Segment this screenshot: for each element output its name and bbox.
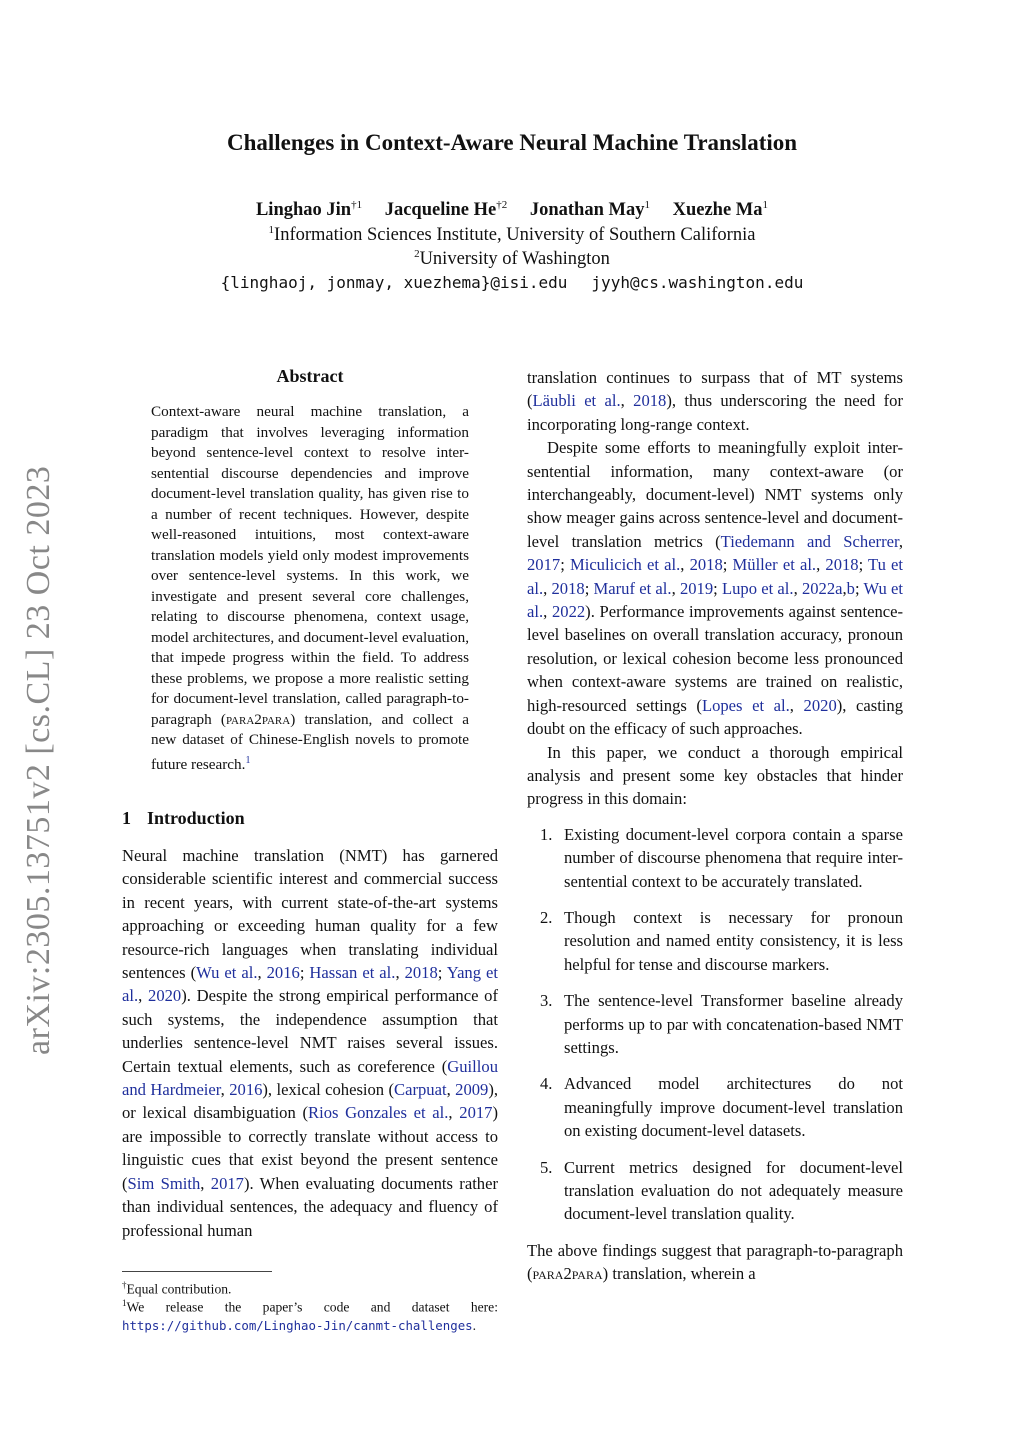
- body-text: ,: [446, 1080, 456, 1100]
- list-item: 2. Though context is necessary for pronoun resolution and named entity consistency, it is less helpful for tense and discourse markers.: [540, 907, 903, 974]
- author-list: [0, 199, 1024, 221]
- footnote-divider: [122, 1271, 272, 1272]
- paragraph-findings: The above findings suggest that paragraph-to-paragraph (para2para) translation, wherein a: [527, 1240, 903, 1284]
- citation-link[interactable]: 2016: [266, 963, 300, 983]
- body-text: Neural machine translation (NMT) has garnered considerable scientific interest and commercial success in recent years, with current state-of-the-art systems approaching or exceeding human quality for a few resource-rich languages when translating individual sentences (: [122, 846, 498, 983]
- body-text: ,: [793, 578, 802, 598]
- body-text: ,: [138, 986, 149, 1006]
- body-text: ;: [437, 963, 447, 983]
- citation-link[interactable]: 2016: [229, 1080, 263, 1100]
- body-text: ;: [858, 555, 869, 575]
- body-text: ;: [560, 555, 570, 575]
- abstract-body: Context-aware neural machine translation, a paradigm that involves leveraging information beyond sentence-level context to resolve inter-sentential discourse dependencies and improve document-level translation quality, has given rise to a number of recent techniques. However, despite well-reasoned intuitions, most context-aware translation models yield only modest improvements over sentence-level systems. In this work, we investigate and present several core challenges, relating to discourse phenomena, context usage, model architectures, and document-level evaluation, that impede progress within the field. To address these problems, we propose a more realistic setting for document-level translation, called paragraph-to-paragraph (para2para) translation, and collect a new dataset of Chinese-English novels to promote future research.$^1$: [151, 403, 470, 773]
- citation-link[interactable]: Lopes et al.: [701, 695, 790, 715]
- citation-link[interactable]: Wu et al.: [527, 578, 903, 622]
- author-2: Jacqueline He$^{\dagger 2}$: [384, 199, 508, 221]
- body-text: ). When evaluating documents rather than individual sentences, the adequacy and fluency of professional human: [122, 1173, 498, 1240]
- body-text: Despite some efforts to meaningfully exploit inter-sentential information, many context-aware (or interchangeably, document-level) NMT systems only show meager gains across sentence-level and document-level translation metrics (: [527, 438, 903, 551]
- citation-link[interactable]: 2020: [148, 986, 182, 1006]
- author-4: Xuezhe Ma$^1$: [672, 199, 769, 221]
- citation-link[interactable]: 2018: [404, 963, 438, 983]
- body-text: ,: [220, 1080, 230, 1100]
- body-text: ;: [299, 963, 310, 983]
- citation-link[interactable]: 2018: [689, 555, 723, 575]
- citation-link[interactable]: 2022: [551, 602, 586, 622]
- right-column: [527, 366, 903, 1286]
- body-text: ;: [713, 578, 722, 598]
- findings-list: [527, 823, 903, 1226]
- body-text: ;: [584, 578, 594, 598]
- body-text: ,: [671, 578, 680, 598]
- body-text: ,: [395, 963, 405, 983]
- citation-link[interactable]: Tu et al.: [527, 555, 904, 598]
- footnote-ref-1[interactable]: 1: [245, 754, 251, 766]
- repository-link[interactable]: https://github.com/Linghao-Jin/canmt-challenges: [122, 1317, 473, 1333]
- paragraph-continuation: [527, 366, 903, 436]
- citation-link[interactable]: 2017: [210, 1173, 244, 1193]
- body-text: ). Performance improvements against sentence-level baselines on overall translation accuracy, pronoun resolution, or lexical cohesion become less pronounced when context-aware systems are trained on realistic, high-resourced settings (: [527, 602, 904, 715]
- body-text: ,: [898, 531, 903, 551]
- body-text: ,: [257, 963, 267, 983]
- body-text: translation continues to surpass that of MT systems (: [527, 368, 903, 411]
- citation-link[interactable]: Läubli et al.: [532, 391, 621, 411]
- citation-link[interactable]: 2017: [527, 555, 561, 575]
- body-text: ,: [680, 555, 690, 575]
- affiliation-2: $^2$University of Washington: [414, 248, 610, 270]
- section-heading-introduction: 1 Introduction: [122, 808, 245, 828]
- citation-link[interactable]: Miculicich et al.: [569, 555, 681, 575]
- list-item: 5. Current metrics designed for document-level translation evaluation do not adequately measure document-level translation quality.: [540, 1157, 903, 1224]
- body-text: ,: [789, 695, 804, 715]
- abstract-heading: Abstract: [276, 366, 344, 386]
- author-3: Jonathan May$^1$: [529, 199, 650, 221]
- citation-link[interactable]: Rios Gonzales et al.: [308, 1103, 449, 1123]
- citation-link[interactable]: 2022a: [801, 578, 843, 598]
- citation-link[interactable]: 2017: [459, 1103, 493, 1123]
- footnote-code-release: $^1$We release the paper’s code and dataset here: https://github.com/Linghao-Jin/canmt-challenges.: [122, 1298, 498, 1333]
- body-text: ,: [816, 555, 826, 575]
- body-text: ;: [854, 578, 864, 598]
- body-text: ), casting doubt on the efficacy of such approaches.: [527, 695, 904, 739]
- citation-link[interactable]: Wu et al.: [196, 963, 258, 983]
- citation-link[interactable]: 2009: [455, 1080, 489, 1100]
- affiliation-1: $^1$Information Sciences Institute, University of Southern California: [268, 224, 756, 246]
- author-emails: [0, 273, 1024, 292]
- citation-link[interactable]: Guillou and Hardmeier: [122, 1056, 498, 1100]
- body-text: ,: [543, 602, 552, 622]
- email-uw: jyyh@cs.washington.edu: [591, 273, 804, 292]
- citation-link[interactable]: Maruf et al.: [593, 578, 672, 598]
- list-item: 3. The sentence-level Transformer baseline already performs up to par with concatenation-based NMT settings.: [540, 991, 903, 1057]
- paragraph-related-work: [527, 436, 903, 740]
- body-text: ,: [200, 1173, 211, 1193]
- citation-link[interactable]: Carpuat: [394, 1080, 447, 1100]
- list-item: 1. Existing document-level corpora contain a sparse number of discourse phenomena that require inter-sentential context to be accurately translated.: [540, 824, 903, 891]
- citation-link[interactable]: Yang et al.: [122, 963, 498, 1006]
- paper-title: Challenges in Context-Aware Neural Machine Translation: [226, 130, 798, 155]
- email-isi: {linghaoj, jonmay, xuezhema}@isi.edu: [220, 273, 568, 292]
- paragraph-contributions-intro: In this paper, we conduct a thorough empirical analysis and present some key obstacles that hinder progress in this domain:: [527, 742, 903, 809]
- citation-link[interactable]: 2018: [551, 578, 585, 598]
- arxiv-identifier: arXiv:2305.13751v2 [cs.CL] 23 Oct 2023: [20, 465, 57, 1055]
- body-text: ;: [722, 555, 733, 575]
- citation-link[interactable]: Sim Smith: [127, 1173, 201, 1193]
- body-text: ,: [620, 391, 634, 411]
- list-item: 4. Advanced model architectures do not meaningfully improve document-level translation on existing document-level datasets.: [540, 1074, 903, 1141]
- footnote-equal-contribution: †Equal contribution.: [122, 1280, 232, 1297]
- citation-link[interactable]: 2018: [825, 555, 859, 575]
- body-text: ) are impossible to correctly translate without access to linguistic cues that exist beyond the present sentence (: [122, 1103, 498, 1193]
- citation-link[interactable]: 2019: [679, 578, 714, 598]
- citation-link[interactable]: Hassan et al.: [309, 963, 396, 983]
- body-text: ), thus underscoring the need for incorporating long-range context.: [527, 391, 904, 434]
- body-text: ), or lexical disambiguation (: [122, 1080, 499, 1123]
- body-text: ). Despite the strong empirical performance of such systems, the independence assumption that underlies sentence-level NMT raises several issues. Certain textual elements, such as coreference (: [122, 986, 499, 1076]
- body-text: ,: [842, 578, 847, 598]
- citation-link[interactable]: 2020: [803, 695, 837, 715]
- citation-link[interactable]: Lupo et al.: [721, 578, 794, 598]
- body-text: ,: [448, 1103, 460, 1123]
- author-1: Linghao Jin$^{\dagger 1}$: [255, 199, 363, 221]
- body-text: ,: [543, 578, 552, 598]
- introduction-paragraph: [122, 844, 498, 1242]
- citation-link[interactable]: 2018: [633, 391, 667, 411]
- citation-link[interactable]: b: [846, 578, 855, 598]
- citation-link[interactable]: Tiedemann and Scherrer: [720, 531, 899, 551]
- citation-link[interactable]: Müller et al.: [732, 555, 817, 575]
- body-text: ), lexical cohesion (: [262, 1080, 395, 1100]
